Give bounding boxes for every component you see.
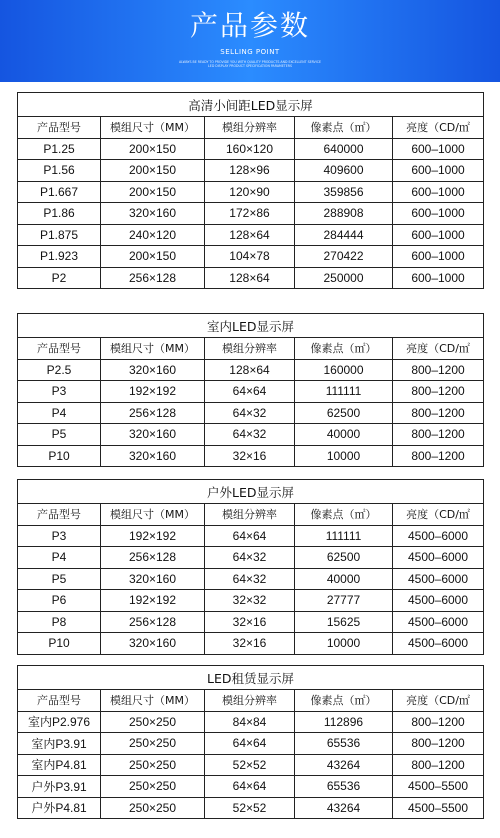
table-cell: 128×64 xyxy=(205,359,295,381)
column-header: 产品型号 xyxy=(18,504,101,526)
table-cell: 270422 xyxy=(295,246,393,268)
column-header: 产品型号 xyxy=(18,690,101,712)
column-header: 模组分辨率 xyxy=(205,117,295,139)
table-cell: 40000 xyxy=(295,568,393,590)
spec-table-outdoor xyxy=(17,479,484,655)
table-cell: 64×64 xyxy=(205,733,295,755)
table-cell: 112896 xyxy=(295,711,393,733)
table-cell: 240×120 xyxy=(101,224,205,246)
table-cell: 288908 xyxy=(295,203,393,225)
table-row xyxy=(18,224,484,246)
table-row xyxy=(18,138,484,160)
table-cell: 128×64 xyxy=(205,267,295,289)
table-row xyxy=(18,733,484,755)
table-cell: P1.923 xyxy=(18,246,101,268)
table-cell: 172×86 xyxy=(205,203,295,225)
table-cell: 4500–6000 xyxy=(393,568,484,590)
table-cell: 160000 xyxy=(295,359,393,381)
table-cell: P3 xyxy=(18,525,101,547)
table-cell: 4500–5500 xyxy=(393,797,484,819)
column-header: 亮度（CD/㎡ xyxy=(393,338,484,360)
table-cell: P1.875 xyxy=(18,224,101,246)
table-cell: 250×250 xyxy=(101,797,205,819)
table-row xyxy=(18,359,484,381)
table-cell: P2 xyxy=(18,267,101,289)
column-header: 产品型号 xyxy=(18,117,101,139)
table-cell: 256×128 xyxy=(101,267,205,289)
table-row xyxy=(18,711,484,733)
table-cell: P4 xyxy=(18,402,101,424)
table-cell: 52×52 xyxy=(205,754,295,776)
table-cell: 320×160 xyxy=(101,203,205,225)
table-cell: 4500–6000 xyxy=(393,525,484,547)
column-header: 亮度（CD/㎡ xyxy=(393,117,484,139)
table-cell: 32×16 xyxy=(205,445,295,467)
table-cell: 600–1000 xyxy=(393,267,484,289)
table-caption: 户外LED显示屏 xyxy=(18,480,484,504)
table-cell: P3 xyxy=(18,381,101,403)
table-row xyxy=(18,267,484,289)
table-cell: 65536 xyxy=(295,776,393,798)
table-cell: 4500–6000 xyxy=(393,611,484,633)
table-cell: 250×250 xyxy=(101,776,205,798)
table-cell: P5 xyxy=(18,424,101,446)
page-subtitle: SELLING POINT xyxy=(220,48,280,56)
column-header: 像素点（㎡） xyxy=(295,338,393,360)
table-cell: 4500–6000 xyxy=(393,590,484,612)
column-header: 模组分辨率 xyxy=(205,338,295,360)
table-cell: 600–1000 xyxy=(393,160,484,182)
table-cell: 256×128 xyxy=(101,547,205,569)
table-cell: 64×32 xyxy=(205,568,295,590)
table-cell: 192×192 xyxy=(101,590,205,612)
table-caption-row xyxy=(18,93,484,117)
table-cell: 250×250 xyxy=(101,711,205,733)
table-cell: 250000 xyxy=(295,267,393,289)
column-header: 模组分辨率 xyxy=(205,504,295,526)
table-cell: 104×78 xyxy=(205,246,295,268)
fine-print-line: LED DISPLAY PRODUCT SPECIFICATION PARAMETERS xyxy=(208,64,292,68)
table-cell: 128×96 xyxy=(205,160,295,182)
table-cell: 户外P4.81 xyxy=(18,797,101,819)
table-cell: 64×32 xyxy=(205,547,295,569)
page-title: 产品参数 xyxy=(189,9,310,42)
table-cell: 4500–6000 xyxy=(393,547,484,569)
table-cell: P2.5 xyxy=(18,359,101,381)
table-cell: 800–1200 xyxy=(393,424,484,446)
column-header: 模组尺寸（MM） xyxy=(101,690,205,712)
column-header: 亮度（CD/㎡ xyxy=(393,504,484,526)
table-caption-row xyxy=(18,480,484,504)
table-cell: 200×150 xyxy=(101,181,205,203)
table-caption: 高清小间距LED显示屏 xyxy=(18,93,484,117)
table-row xyxy=(18,547,484,569)
spec-table-hd-small-pitch xyxy=(17,92,484,289)
table-header-row xyxy=(18,117,484,139)
table-header-row xyxy=(18,690,484,712)
table-cell: 200×150 xyxy=(101,246,205,268)
table-cell: 800–1200 xyxy=(393,381,484,403)
table-row xyxy=(18,590,484,612)
table-cell: 4500–6000 xyxy=(393,633,484,655)
table-cell: 800–1200 xyxy=(393,733,484,755)
table-cell: 800–1200 xyxy=(393,711,484,733)
table-row xyxy=(18,525,484,547)
table-cell: 4500–5500 xyxy=(393,776,484,798)
table-cell: 40000 xyxy=(295,424,393,446)
table-cell: 120×90 xyxy=(205,181,295,203)
table-cell: P10 xyxy=(18,445,101,467)
table-cell: 62500 xyxy=(295,547,393,569)
table-cell: 359856 xyxy=(295,181,393,203)
table-cell: 200×150 xyxy=(101,160,205,182)
table-cell: 600–1000 xyxy=(393,138,484,160)
table-cell: 320×160 xyxy=(101,568,205,590)
table-cell: 室内P4.81 xyxy=(18,754,101,776)
table-cell: 284444 xyxy=(295,224,393,246)
table-row xyxy=(18,402,484,424)
table-cell: 128×64 xyxy=(205,224,295,246)
table-cell: 111111 xyxy=(295,525,393,547)
table-cell: 111111 xyxy=(295,381,393,403)
table-row xyxy=(18,203,484,225)
table-row xyxy=(18,424,484,446)
table-row xyxy=(18,633,484,655)
column-header: 像素点（㎡） xyxy=(295,690,393,712)
table-row xyxy=(18,160,484,182)
table-cell: 15625 xyxy=(295,611,393,633)
table-cell: 320×160 xyxy=(101,633,205,655)
table-cell: 600–1000 xyxy=(393,246,484,268)
table-row xyxy=(18,776,484,798)
table-cell: P5 xyxy=(18,568,101,590)
table-cell: 64×32 xyxy=(205,402,295,424)
column-header: 模组尺寸（MM） xyxy=(101,504,205,526)
fine-print-line: ALWAYS BE READY TO PROVIDE YOU WITH QUALITY PRODUCTS AND EXCELLENT SERVICE xyxy=(178,60,322,64)
table-cell: 62500 xyxy=(295,402,393,424)
column-header: 模组尺寸（MM） xyxy=(101,117,205,139)
table-cell: 800–1200 xyxy=(393,402,484,424)
table-caption: LED租赁显示屏 xyxy=(18,666,484,690)
header-banner xyxy=(0,0,500,82)
table-cell: 200×150 xyxy=(101,138,205,160)
table-cell: 32×16 xyxy=(205,633,295,655)
column-header: 模组尺寸（MM） xyxy=(101,338,205,360)
table-cell: 64×64 xyxy=(205,381,295,403)
table-cell: 600–1000 xyxy=(393,203,484,225)
column-header: 像素点（㎡） xyxy=(295,504,393,526)
spec-table-rental xyxy=(17,665,484,819)
table-cell: 64×64 xyxy=(205,525,295,547)
column-header: 像素点（㎡） xyxy=(295,117,393,139)
table-cell: 160×120 xyxy=(205,138,295,160)
table-cell: P1.86 xyxy=(18,203,101,225)
table-cell: P10 xyxy=(18,633,101,655)
table-row xyxy=(18,381,484,403)
table-caption: 室内LED显示屏 xyxy=(18,314,484,338)
table-row xyxy=(18,181,484,203)
table-row xyxy=(18,797,484,819)
table-cell: 256×128 xyxy=(101,611,205,633)
table-cell: 256×128 xyxy=(101,402,205,424)
table-row xyxy=(18,445,484,467)
table-row xyxy=(18,754,484,776)
table-cell: 600–1000 xyxy=(393,181,484,203)
table-cell: 800–1200 xyxy=(393,445,484,467)
table-cell: P8 xyxy=(18,611,101,633)
table-cell: 户外P3.91 xyxy=(18,776,101,798)
table-cell: P1.667 xyxy=(18,181,101,203)
table-caption-row xyxy=(18,314,484,338)
column-header: 模组分辨率 xyxy=(205,690,295,712)
table-cell: P4 xyxy=(18,547,101,569)
table-cell: 192×192 xyxy=(101,381,205,403)
table-cell: 64×64 xyxy=(205,776,295,798)
column-header: 亮度（CD/㎡ xyxy=(393,690,484,712)
table-cell: 室内P2.976 xyxy=(18,711,101,733)
table-cell: 640000 xyxy=(295,138,393,160)
spec-table-indoor xyxy=(17,313,484,467)
table-cell: 室内P3.91 xyxy=(18,733,101,755)
table-cell: P1.25 xyxy=(18,138,101,160)
table-cell: 84×84 xyxy=(205,711,295,733)
table-header-row xyxy=(18,504,484,526)
fine-print xyxy=(0,60,500,68)
table-cell: 250×250 xyxy=(101,754,205,776)
table-cell: 320×160 xyxy=(101,445,205,467)
table-cell: 65536 xyxy=(295,733,393,755)
table-cell: 32×32 xyxy=(205,590,295,612)
table-cell: 27777 xyxy=(295,590,393,612)
table-cell: 64×32 xyxy=(205,424,295,446)
table-row xyxy=(18,246,484,268)
table-cell: 43264 xyxy=(295,797,393,819)
table-cell: 10000 xyxy=(295,445,393,467)
table-cell: 43264 xyxy=(295,754,393,776)
table-cell: 600–1000 xyxy=(393,224,484,246)
column-header: 产品型号 xyxy=(18,338,101,360)
table-cell: 320×160 xyxy=(101,359,205,381)
table-cell: 409600 xyxy=(295,160,393,182)
table-cell: 250×250 xyxy=(101,733,205,755)
table-header-row xyxy=(18,338,484,360)
table-row xyxy=(18,568,484,590)
table-cell: 32×16 xyxy=(205,611,295,633)
table-cell: 320×160 xyxy=(101,424,205,446)
table-cell: P1.56 xyxy=(18,160,101,182)
table-cell: 10000 xyxy=(295,633,393,655)
table-cell: 192×192 xyxy=(101,525,205,547)
table-caption-row xyxy=(18,666,484,690)
table-cell: 800–1200 xyxy=(393,754,484,776)
table-cell: 52×52 xyxy=(205,797,295,819)
table-row xyxy=(18,611,484,633)
table-cell: 800–1200 xyxy=(393,359,484,381)
table-cell: P6 xyxy=(18,590,101,612)
